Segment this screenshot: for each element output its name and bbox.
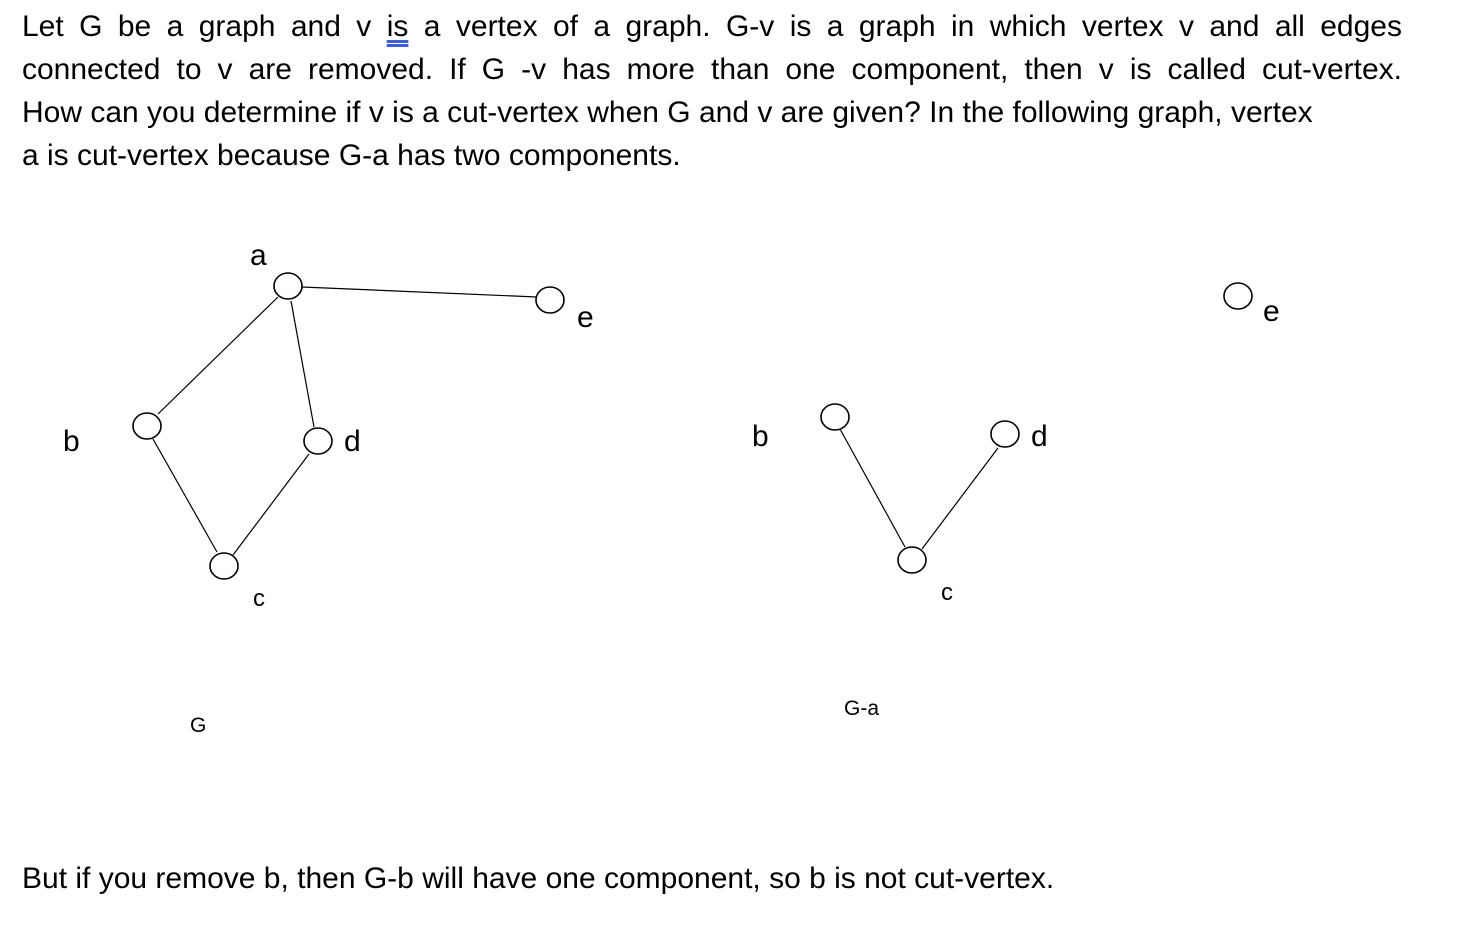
vertex-e-ga — [1224, 283, 1252, 309]
graph-g-minus-a — [752, 283, 1280, 720]
vertex-label-d: d — [344, 425, 361, 458]
vertex-c-ga — [898, 547, 926, 573]
intro-line-4: a is cut-vertex because G-a has two components. — [22, 139, 681, 172]
vertex-d-ga — [991, 421, 1019, 447]
edge-a-e — [302, 287, 537, 297]
vertex-label-b-ga: b — [752, 420, 769, 453]
vertex-label-e-ga: e — [1263, 295, 1280, 328]
vertex-b — [133, 413, 161, 439]
intro-line-3: How can you determine if v is a cut-vertex when G and v are given? In the following graph, vertex — [22, 96, 1313, 129]
vertex-label-d-ga: d — [1031, 420, 1048, 453]
graph-g-minus-a-caption: G-a — [844, 697, 880, 720]
vertex-label-c: c — [253, 585, 265, 612]
edge-a-b — [158, 297, 278, 414]
grammar-flag-is[interactable]: is — [386, 10, 409, 43]
vertex-label-e: e — [577, 301, 594, 334]
vertex-label-a: a — [250, 239, 267, 272]
graph-g — [63, 239, 594, 737]
vertex-label-c-ga: c — [941, 579, 953, 606]
edge-c-d — [233, 454, 309, 555]
vertex-e — [536, 287, 564, 313]
edge-b-c-ga — [840, 429, 905, 547]
edge-b-c — [153, 439, 217, 552]
vertex-c — [210, 553, 238, 579]
edge-a-d — [291, 301, 314, 427]
vertex-d — [304, 428, 332, 454]
intro-line-1-start: Let G be a graph and v — [22, 10, 387, 43]
vertex-b-ga — [821, 404, 849, 430]
vertex-label-b: b — [63, 425, 80, 458]
vertex-a — [274, 273, 302, 299]
intro-line-1-end: a vertex of a graph. G-v is a graph in which vertex v and all edges — [408, 10, 1402, 43]
intro-line-2: connected to v are removed. If G -v has more than one component, then v is called cut-vertex. — [22, 53, 1402, 86]
edge-c-d-ga — [922, 448, 998, 549]
outro-paragraph: But if you remove b, then G-b will have one component, so b is not cut-vertex. — [22, 862, 1055, 895]
graph-g-caption: G — [190, 714, 207, 737]
